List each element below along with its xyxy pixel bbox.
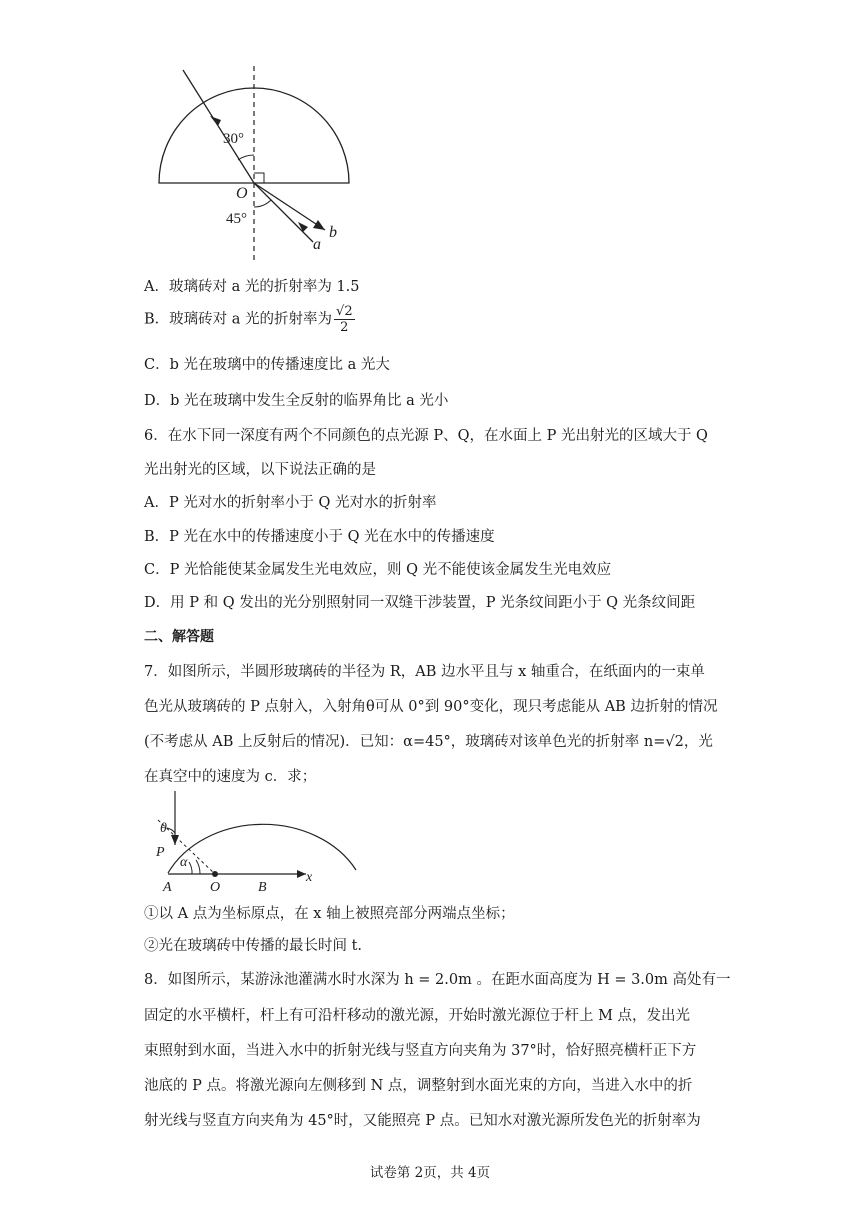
arc-glass: [168, 824, 356, 873]
ray-a-label: a: [313, 236, 321, 253]
angle-45-label: 45°: [226, 211, 247, 227]
q5-option-c: C．b 光在玻璃中的传播速度比 a 光大: [144, 357, 390, 373]
fraction-numerator: √2: [336, 304, 353, 319]
point-o-label: O: [236, 185, 248, 202]
angle-30-label: 30°: [223, 131, 244, 147]
q5-option-a: A．玻璃砖对 a 光的折射率为 1.5: [144, 279, 360, 295]
q6-stem-line1: 6．在水下同一深度有两个不同颜色的点光源 P、Q，在水面上 P 光出射光的区域大于 Q: [144, 428, 708, 444]
q6-option-a: A．P 光对水的折射率小于 Q 光对水的折射率: [144, 495, 437, 511]
q7-line4: 在真空中的速度为 c．求；: [144, 769, 317, 785]
q7-line3: (不考虑从 AB 上反射后的情况)．已知：α=45°，玻璃砖对该单色光的折射率 n=√2，光: [144, 734, 713, 750]
q5-option-b-text: B．玻璃砖对 a 光的折射率为: [144, 311, 333, 328]
point-p-label: P: [156, 845, 165, 860]
incident-arrowhead: [171, 835, 179, 845]
ray-b-label: b: [329, 224, 337, 241]
q5-option-d: D．b 光在玻璃中发生全反射的临界角比 a 光小: [144, 393, 449, 409]
q6-option-b: B．P 光在水中的传播速度小于 Q 光在水中的传播速度: [144, 529, 495, 545]
q7-subquestion-1: ①以 A 点为坐标原点，在 x 轴上被照亮部分两端点坐标；: [144, 906, 515, 922]
point-a-label: A: [163, 880, 172, 895]
q6-stem-line2: 光出射光的区域，以下说法正确的是: [144, 462, 376, 478]
alpha-label: α: [180, 855, 188, 870]
q8-line3: 束照射到水面，当进入水中的折射光线与竖直方向夹角为 37°时，恰好照亮横杆正下方: [144, 1043, 697, 1059]
q8-line1: 8．如图所示，某游泳池灌满水时水深为 h = 2.0m 。在距水面高度为 H = 3.0m 高处有一: [144, 972, 731, 988]
alpha-arc-inner: [189, 862, 192, 874]
q7-line1: 7．如图所示，半圆形玻璃砖的半径为 R，AB 边水平且与 x 轴重合，在纸面内的一束单: [144, 664, 705, 680]
x-axis-label: x: [306, 870, 313, 885]
q8-line2: 固定的水平横杆，杆上有可沿杆移动的激光源，开始时激光源位于杆上 M 点，发出光: [144, 1008, 691, 1024]
theta-arc: [167, 828, 175, 833]
point-b-label: B: [258, 880, 267, 895]
q6-option-d: D．用 P 和 Q 发出的光分别照射同一双缝干涉装置，P 光条纹间距小于 Q 光条纹间距: [144, 595, 696, 611]
section-heading: 二、解答题: [144, 629, 214, 645]
page-footer: 试卷第 2页，共 4页: [369, 1165, 491, 1181]
q6-option-c: C．P 光恰能使某金属发生光电效应，则 Q 光不能使该金属发生光电效应: [144, 562, 612, 578]
q8-line5: 射光线与竖直方向夹角为 45°时，又能照亮 P 点。已知水对激光源所发色光的折射率为: [144, 1113, 701, 1129]
point-o-label: O: [210, 880, 221, 895]
fraction-denominator: 2: [340, 320, 349, 335]
alpha-arc-outer: [196, 860, 200, 874]
q8-line4: 池底的 P 点。将激光源向左侧移到 N 点，调整射到水面光束的方向，当进入水中的折: [144, 1078, 693, 1094]
x-axis-arrowhead: [297, 870, 306, 878]
point-o-dot: [212, 871, 218, 877]
q7-subquestion-2: ②光在玻璃砖中传播的最长时间 t.: [144, 938, 363, 954]
q7-line2: 色光从玻璃砖的 P 点射入，入射角θ可从 0°到 90°变化，现只考虑能从 AB 边折射的情况: [144, 699, 718, 715]
theta-label: θ: [160, 821, 167, 836]
